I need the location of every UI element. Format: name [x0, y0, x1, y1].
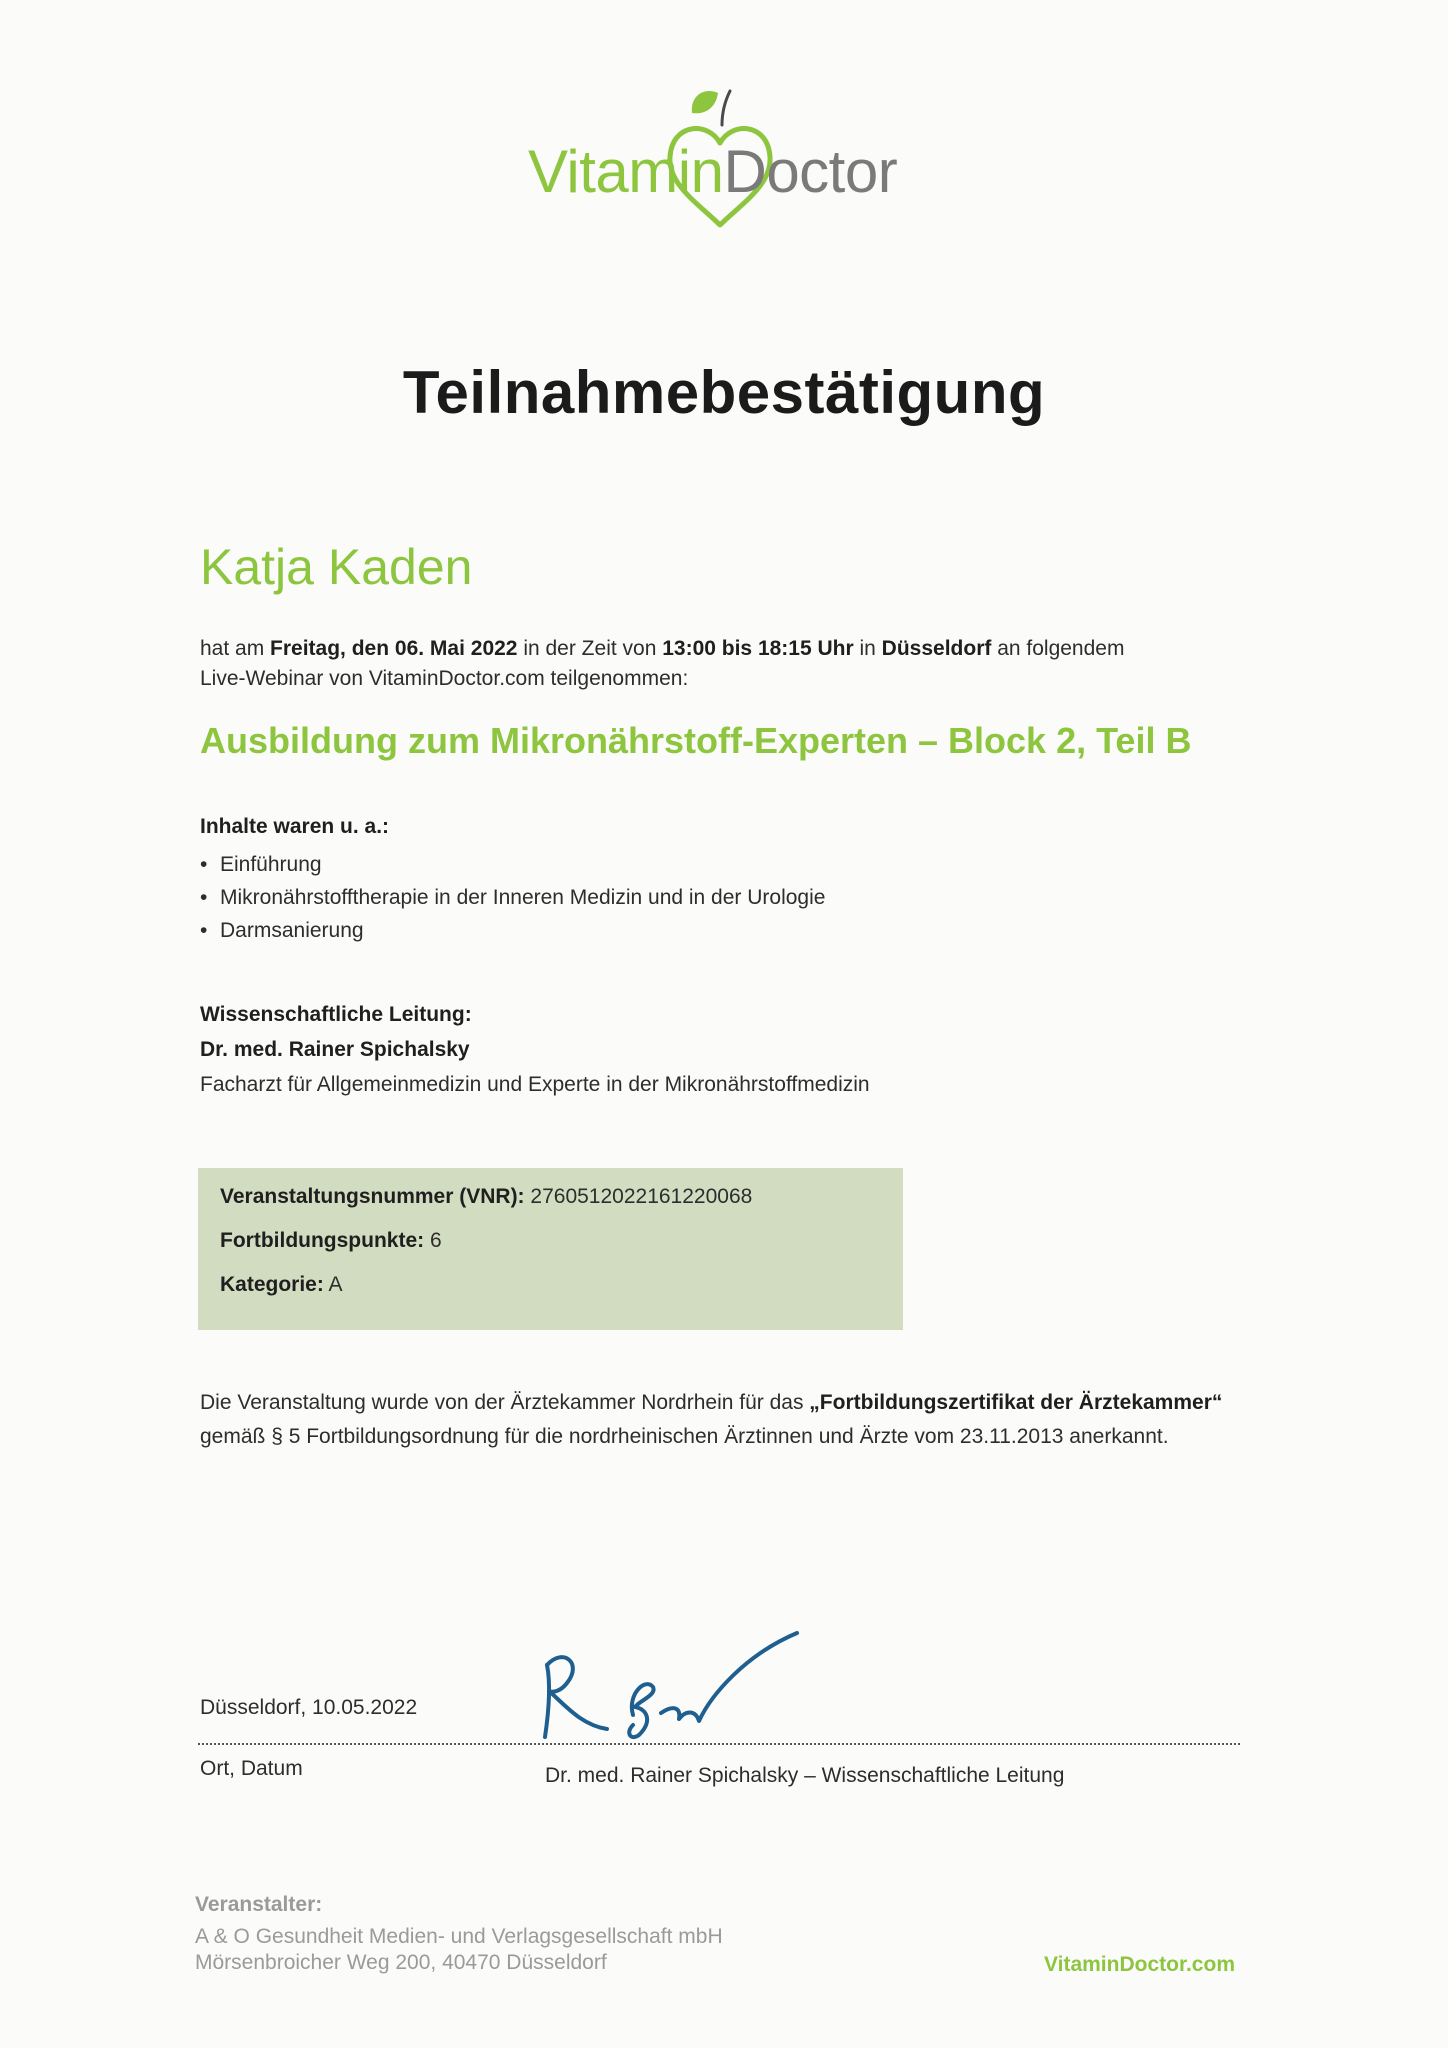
points-value: 6	[429, 1229, 442, 1252]
signature-dotted-line	[198, 1743, 1240, 1745]
document-title: Teilnahmebestätigung	[402, 359, 1046, 426]
recognition-paragraph	[200, 1386, 1260, 1454]
points-row	[220, 1229, 442, 1253]
event-info-box	[198, 1168, 903, 1330]
recognition-line-2: gemäß § 5 Fortbildungsordnung für die nordrheinischen Ärztinnen und Ärzte vom 23.11.2013 anerkannt.	[200, 1425, 1169, 1448]
vnr-row	[220, 1185, 752, 1209]
vnr-value: 2760512022161220068	[530, 1185, 753, 1208]
organizer-name: A & O Gesundheit Medien- und Verlagsgesellschaft mbH	[195, 1925, 723, 1948]
place-date: Düsseldorf, 10.05.2022	[200, 1696, 418, 1719]
participant-name: Katja Kaden	[200, 539, 473, 595]
intro-text-1: hat am	[200, 637, 271, 660]
organizer-heading: Veranstalter:	[195, 1893, 323, 1916]
points-label: Fortbildungspunkte:	[220, 1229, 425, 1252]
logo-wordmark	[528, 137, 897, 206]
scientific-lead-role: Facharzt für Allgemeinmedizin und Experte in der Mikronährstoffmedizin	[200, 1073, 870, 1096]
logo-text-green: Vitamin	[528, 138, 724, 205]
course-title: Ausbildung zum Mikronährstoff-Experten – Block 2, Teil B	[200, 720, 1192, 761]
category-value: A	[328, 1273, 343, 1296]
intro-paragraph	[200, 634, 1200, 694]
intro-place: Düsseldorf	[881, 637, 992, 660]
intro-time: 13:00 bis 18:15 Uhr	[662, 637, 854, 660]
place-date-label: Ort, Datum	[200, 1757, 303, 1780]
recognition-certificate: „Fortbildungszertifikat der Ärztekammer“	[809, 1391, 1223, 1414]
intro-text-4: an folgendem	[991, 637, 1125, 660]
list-item: • Einführung	[200, 848, 825, 881]
vitamindoctor-logo	[520, 85, 920, 235]
list-item: • Darmsanierung	[200, 914, 825, 947]
scientific-lead-name: Dr. med. Rainer Spichalsky	[200, 1038, 470, 1061]
handwritten-signature	[535, 1625, 805, 1745]
recognition-text-1: Die Veranstaltung wurde von der Ärztekammer Nordrhein für das	[200, 1391, 810, 1414]
category-row	[220, 1273, 343, 1297]
scientific-lead-heading: Wissenschaftliche Leitung:	[200, 1003, 472, 1026]
vnr-label: Veranstaltungsnummer (VNR):	[220, 1185, 525, 1208]
contents-heading: Inhalte waren u. a.:	[200, 815, 390, 838]
contents-list	[200, 848, 825, 947]
intro-date: Freitag, den 06. Mai 2022	[270, 637, 518, 660]
footer-brand: VitaminDoctor.com	[1044, 1953, 1235, 1976]
intro-line-2: Live-Webinar von VitaminDoctor.com teilgenommen:	[200, 667, 689, 690]
signer-label: Dr. med. Rainer Spichalsky – Wissenschaftliche Leitung	[545, 1764, 1065, 1787]
organizer-address: Mörsenbroicher Weg 200, 40470 Düsseldorf	[195, 1951, 607, 1974]
logo-text-gray: Doctor	[723, 138, 898, 205]
list-item: • Mikronährstofftherapie in der Inneren Medizin und in der Urologie	[200, 881, 825, 914]
category-label: Kategorie:	[220, 1273, 324, 1296]
intro-text-3: in	[853, 637, 882, 660]
intro-text-2: in der Zeit von	[517, 637, 663, 660]
